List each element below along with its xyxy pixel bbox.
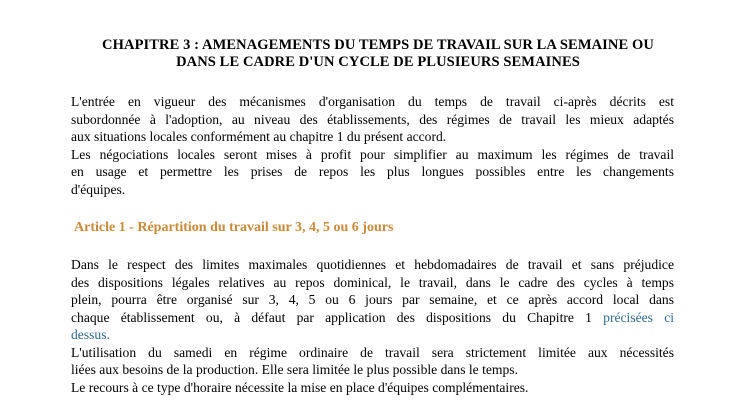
article-line: plein, pourra être organisé sur 3, 4, 5 ou 6 jours par semaine, et ce après accord local dans [71, 292, 674, 307]
article-line-with-reference [71, 309, 674, 327]
article-line: Dans le respect des limites maximales quotidiennes et hebdomadaires de travail et sans préjudice [71, 257, 674, 272]
intro-paragraph [71, 93, 674, 198]
chapter-reference-link[interactable]: précisées ci [603, 309, 675, 325]
intro-line: aux situations locales conformément au chapitre 1 du présent accord. [71, 129, 447, 144]
article-line: Le recours à ce type d'horaire nécessite la mise en place d'équipes complémentaires. [71, 379, 529, 395]
chapter-reference-link-end[interactable]: dessus. [71, 327, 110, 342]
chapter-title [48, 37, 708, 71]
intro-line: L'entrée en vigueur des mécanismes d'organisation du temps de travail ci-après décrits est [71, 94, 674, 109]
article-line: liées aux besoins de la production. Elle sera limitée le plus possible dans le temps. [71, 362, 518, 377]
article-line-text: chaque établissement ou, à défaut par application des dispositions du Chapitre 1 [71, 309, 592, 325]
article-1-paragraph [71, 256, 674, 396]
intro-line: en usage et permettre les prises de repos les plus longues possibles entre les changements [71, 164, 674, 179]
intro-line: subordonnée à l'adoption, au niveau des établissements, des régimes de travail les mieux adaptés [71, 111, 674, 127]
intro-line: Les négociations locales seront mises à profit pour simplifier au maximum les régimes de travail [71, 146, 674, 162]
article-line: des dispositions légales relatives au repos dominical, le travail, dans le cadre des cycles à temps [71, 274, 674, 290]
article-line: L'utilisation du samedi en régime ordinaire de travail sera strictement limitée aux nécessités [71, 344, 674, 360]
article-line-reference-end [71, 326, 674, 344]
chapter-title-line-1: CHAPITRE 3 : AMENAGEMENTS DU TEMPS DE TRAVAIL SUR LA SEMAINE OU [102, 37, 654, 53]
intro-line: d'équipes. [71, 181, 126, 197]
chapter-title-line-2: DANS LE CADRE D'UN CYCLE DE PLUSIEURS SEMAINES [176, 54, 580, 70]
article-1-heading: Article 1 - Répartition du travail sur 3, 4, 5 ou 6 jours [74, 220, 394, 235]
